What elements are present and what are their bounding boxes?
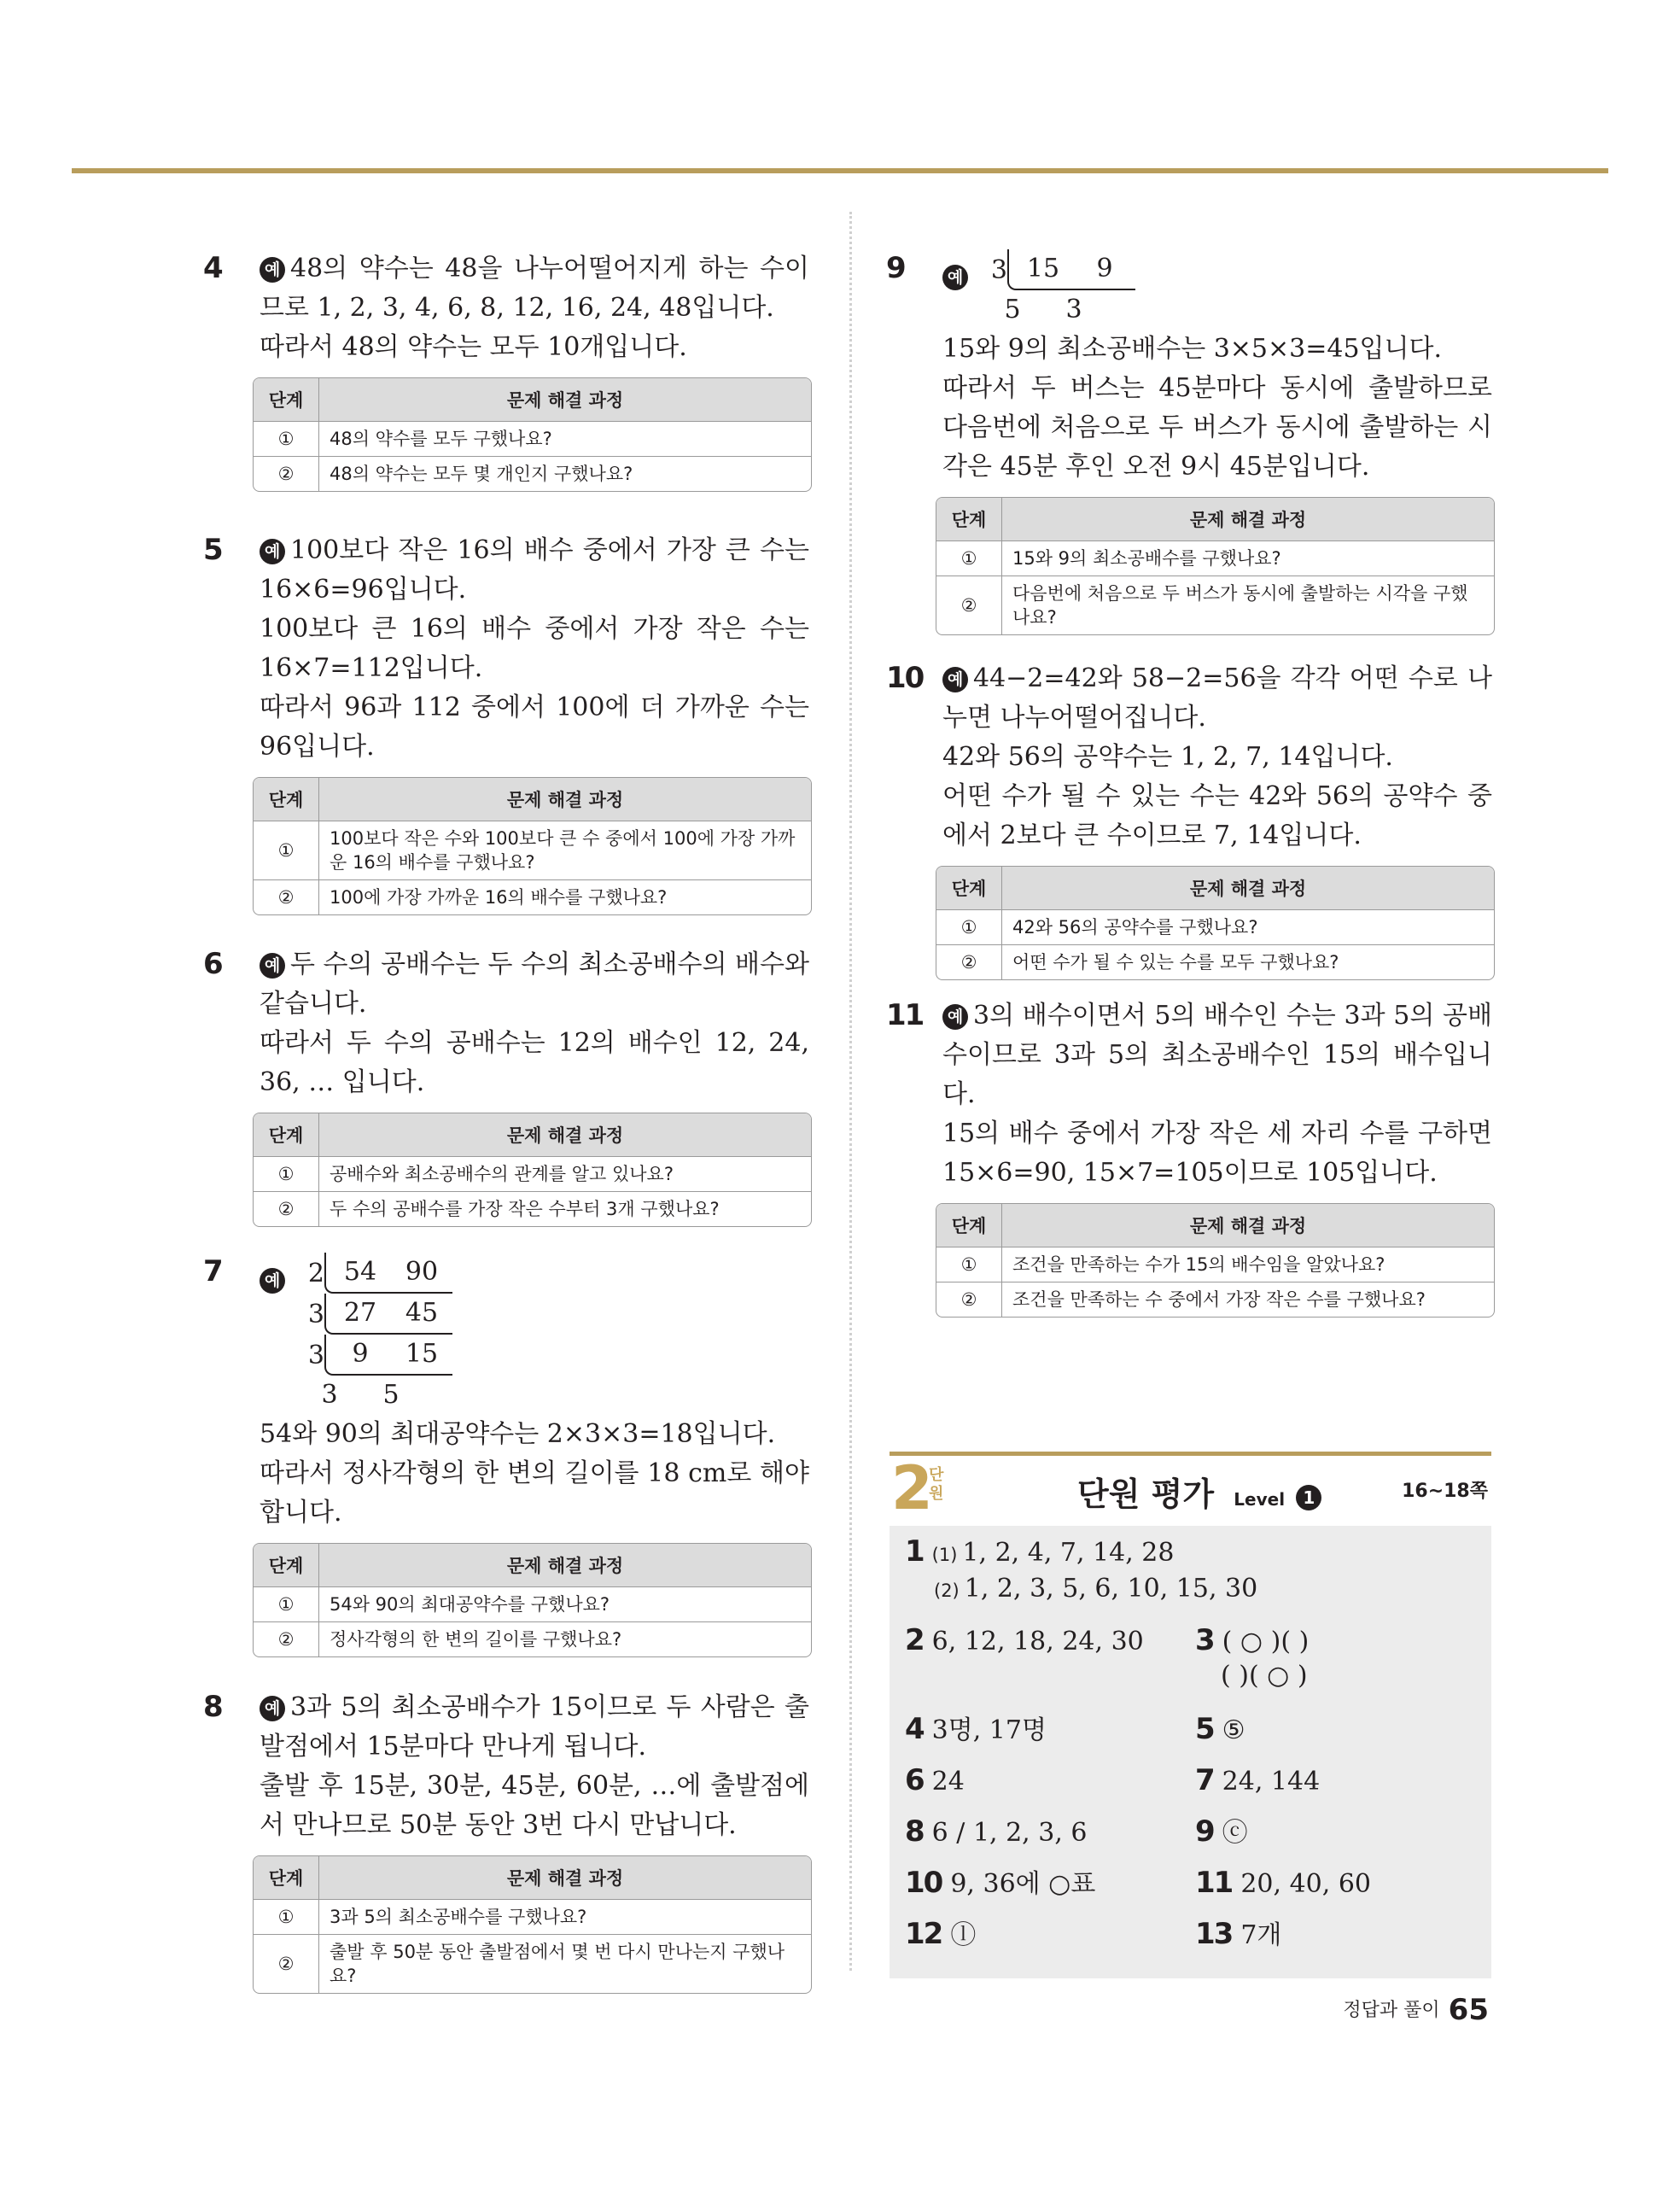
process-header: 문제 해결 과정 (1002, 867, 1494, 909)
division-ladder (260, 1253, 809, 1415)
page-number: 65 (1448, 1993, 1489, 2027)
process-header: 문제 해결 과정 (319, 378, 811, 421)
answer-12-text: ⓛ (950, 1920, 977, 1950)
division-quotient (942, 290, 1492, 330)
step-header: 단계 (254, 778, 319, 821)
step-criterion: 100보다 작은 수와 100보다 큰 수 중에서 100에 가장 가까운 16의 배수를 구했나요? (319, 821, 811, 879)
step-criterion: 정사각형의 한 변의 길이를 구했나요? (319, 1621, 811, 1656)
problem-solution (260, 531, 809, 767)
answer-1-sub-2: (2) (934, 1580, 960, 1601)
scoring-row (254, 421, 811, 456)
answer-4-text: 3명, 17명 (931, 1715, 1047, 1745)
step-criterion: 어떤 수가 될 수 있는 수를 모두 구했나요? (1002, 944, 1494, 979)
solution-line: 출발 후 15분, 30분, 45분, 60분, …에 출발점에서 만나므로 50분 동안 3번 다시 만납니다. (260, 1771, 809, 1840)
problem-solution (260, 1253, 809, 1533)
scoring-table (253, 377, 812, 492)
answer-12: 12 ⓛ (905, 1917, 977, 1951)
scoring-row (936, 1247, 1494, 1282)
step-criterion: 15와 9의 최소공배수를 구했나요? (1002, 540, 1494, 576)
solution-text: 44−2=42와 58−2=56을 각각 어떤 수로 나누면 나누어떨어집니다. (942, 663, 1492, 733)
step-number: ① (254, 421, 319, 456)
page-footer (1343, 1993, 1489, 2027)
divisor: 3 (990, 255, 1007, 285)
answer-1: 1 (1) 1, 2, 4, 7, 14, 28 (905, 1534, 1175, 1569)
scoring-row (936, 576, 1494, 634)
footer-label: 정답과 풀이 (1343, 2000, 1440, 2021)
dividend-value: 90 (405, 1257, 439, 1287)
answer-6-text: 24 (931, 1767, 965, 1797)
answer-13-text: 7개 (1240, 1920, 1282, 1950)
dividends (324, 1335, 452, 1376)
dividends (324, 1294, 452, 1335)
step-number: ② (254, 456, 319, 491)
problem-solution (260, 1688, 809, 1845)
solution-line (260, 531, 809, 610)
step-criterion: 54와 90의 최대공약수를 구했나요? (319, 1586, 811, 1621)
review-answers (890, 1526, 1491, 1978)
example-mark: 예 (260, 953, 285, 979)
scoring-row (254, 456, 811, 491)
answer-11: 11 20, 40, 60 (1195, 1866, 1371, 1900)
problem-number: 4 (203, 251, 222, 285)
answer-10: 10 9, 36에 ○표 (905, 1866, 1096, 1900)
level-number: 1 (1296, 1485, 1321, 1510)
step-number: ① (254, 1156, 319, 1191)
step-number: ② (254, 1621, 319, 1656)
answer-4: 4 3명, 17명 (905, 1712, 1047, 1746)
scoring-header-row (254, 378, 811, 421)
scoring-table (253, 1543, 812, 1657)
dividend-value: 45 (405, 1298, 439, 1328)
step-header: 단계 (254, 1113, 319, 1156)
step-header: 단계 (936, 867, 1002, 909)
scoring-row (936, 1282, 1494, 1317)
solution-text: 48의 약수는 48을 나누어떨어지게 하는 수이므로 1, 2, 3, 4, 6, 8, 12, 16, 24, 48입니다. (260, 254, 809, 323)
answer-1a: 1, 2, 4, 7, 14, 28 (962, 1538, 1175, 1568)
step-number: ① (254, 821, 319, 879)
top-rule (72, 168, 1608, 173)
scoring-row (254, 1586, 811, 1621)
dividends (1007, 249, 1135, 290)
problem-solution (260, 249, 809, 367)
scoring-row (254, 1899, 811, 1934)
scoring-table (253, 1113, 812, 1227)
answer-3: 3 ( ○ )( ) (1195, 1623, 1310, 1657)
solution-text: 3의 배수이면서 5의 배수인 수는 3과 5의 공배수이므로 3과 5의 최소공배수인 15의 배수입니다. (942, 1001, 1492, 1109)
scoring-row (254, 1934, 811, 1993)
process-header: 문제 해결 과정 (319, 1544, 811, 1586)
problem-6 (205, 945, 809, 1227)
problem-number: 10 (886, 661, 924, 695)
scoring-row (254, 1191, 811, 1226)
step-criterion: 조건을 만족하는 수 중에서 가장 작은 수를 구했나요? (1002, 1282, 1494, 1317)
step-criterion: 48의 약수를 모두 구했나요? (319, 421, 811, 456)
solution-line: 따라서 96과 112 중에서 100에 더 가까운 수는 96입니다. (260, 692, 809, 762)
problem-solution (942, 249, 1492, 487)
solution-line: 54와 90의 최대공약수는 2×3×3=18입니다. (260, 1419, 776, 1449)
dividend-value: 15 (405, 1339, 439, 1369)
quotient-value: 3 (321, 1380, 338, 1410)
scoring-header-row (254, 1113, 811, 1156)
step-criterion: 두 수의 공배수를 가장 작은 수부터 3개 구했나요? (319, 1191, 811, 1226)
process-header: 문제 해결 과정 (319, 1856, 811, 1899)
solution-line (942, 996, 1492, 1114)
answer-13: 13 7개 (1195, 1917, 1282, 1951)
scoring-row (936, 909, 1494, 944)
solution-line: 따라서 두 버스는 45분마다 동시에 출발하므로 다음번에 처음으로 두 버스가 동시에 출발하는 시각은 45분 후인 오전 9시 45분입니다. (942, 373, 1492, 482)
example-mark: 예 (942, 1004, 968, 1030)
step-criterion: 출발 후 50분 동안 출발점에서 몇 번 다시 만나는지 구했나요? (319, 1934, 811, 1993)
scoring-table (936, 1203, 1495, 1318)
division-quotient (260, 1376, 809, 1415)
answer-3a: ( ○ )( ) (1222, 1627, 1310, 1656)
scoring-row (936, 944, 1494, 979)
problem-5 (205, 531, 809, 915)
dividend-value: 54 (343, 1257, 377, 1287)
step-number: ② (936, 576, 1002, 634)
scoring-header-row (936, 1204, 1494, 1247)
problem-solution (942, 996, 1492, 1193)
dividend-value: 9 (1096, 254, 1113, 283)
dividend-value: 27 (343, 1298, 377, 1328)
solution-line: 어떤 수가 될 수 있는 수는 42와 56의 공약수 중에서 2보다 큰 수이므로 7, 14입니다. (942, 781, 1492, 850)
solution-line (260, 1688, 809, 1767)
quotient-value: 5 (382, 1380, 400, 1410)
step-header: 단계 (936, 498, 1002, 540)
step-number: ② (936, 944, 1002, 979)
problem-4 (205, 249, 809, 492)
answer-8-text: 6 / 1, 2, 3, 6 (931, 1818, 1088, 1848)
scoring-row (254, 1156, 811, 1191)
example-mark: 예 (942, 265, 968, 290)
process-header: 문제 해결 과정 (1002, 1204, 1494, 1247)
scoring-row (254, 879, 811, 914)
problem-number: 9 (886, 251, 905, 285)
scoring-header-row (254, 1856, 811, 1899)
solution-line: 따라서 정사각형의 한 변의 길이를 18 cm로 해야 합니다. (260, 1458, 809, 1528)
answer-9: 9 ⓒ (1195, 1814, 1248, 1849)
step-number: ② (254, 879, 319, 914)
scoring-row (254, 821, 811, 879)
step-number: ① (936, 909, 1002, 944)
problem-number: 11 (886, 998, 924, 1032)
step-header: 단계 (254, 1544, 319, 1586)
answer-3b (1221, 1659, 1308, 1693)
problem-11 (888, 996, 1492, 1318)
column-divider (849, 212, 852, 1971)
quotient-value: 5 (1004, 295, 1021, 324)
step-header: 단계 (254, 378, 319, 421)
step-criterion: 42와 56의 공약수를 구했나요? (1002, 909, 1494, 944)
step-number: ② (254, 1191, 319, 1226)
divisor: 3 (307, 1341, 324, 1370)
dividends (324, 1253, 452, 1294)
answer-2: 2 6, 12, 18, 24, 30 (905, 1623, 1144, 1657)
step-criterion: 100에 가장 가까운 16의 배수를 구했나요? (319, 879, 811, 914)
division-ladder (942, 249, 1492, 330)
answer-8: 8 6 / 1, 2, 3, 6 (905, 1814, 1088, 1849)
unit-number: 2 (891, 1453, 933, 1523)
process-header: 문제 해결 과정 (319, 778, 811, 821)
solution-line (942, 659, 1492, 738)
solution-line: 42와 56의 공약수는 1, 2, 7, 14입니다. (942, 742, 1393, 772)
answer-9-text: ⓒ (1222, 1818, 1248, 1848)
division-row (260, 1294, 809, 1335)
answer-5-text: ⑤ (1222, 1715, 1245, 1745)
level-label: Level (1234, 1489, 1286, 1510)
step-number: ① (254, 1899, 319, 1934)
solution-text: 두 수의 공배수는 두 수의 최소공배수의 배수와 같습니다. (260, 949, 809, 1019)
solution-line (260, 249, 809, 328)
process-header: 문제 해결 과정 (319, 1113, 811, 1156)
answer-2-text: 6, 12, 18, 24, 30 (931, 1627, 1144, 1656)
review-header (890, 1452, 1491, 1526)
problem-number: 8 (203, 1690, 222, 1724)
example-mark: 예 (260, 539, 285, 564)
step-criterion: 조건을 만족하는 수가 15의 배수임을 알았나요? (1002, 1247, 1494, 1282)
answer-11-text: 20, 40, 60 (1240, 1869, 1371, 1899)
scoring-table (936, 866, 1495, 980)
unit-review-box (890, 1452, 1491, 1978)
step-number: ① (254, 1586, 319, 1621)
solution-line (260, 945, 809, 1024)
scoring-header-row (936, 867, 1494, 909)
step-criterion: 다음번에 처음으로 두 버스가 동시에 출발하는 시각을 구했나요? (1002, 576, 1494, 634)
unit-label: 단원 (929, 1466, 944, 1503)
divisor: 2 (307, 1259, 324, 1288)
problem-solution (942, 659, 1492, 856)
review-title (1077, 1468, 1321, 1515)
step-number: ① (936, 1247, 1002, 1282)
example-mark: 예 (260, 1696, 285, 1721)
scoring-row (936, 540, 1494, 576)
solution-line: 100보다 큰 16의 배수 중에서 가장 작은 수는 16×7=112입니다. (260, 614, 809, 683)
divisor: 3 (307, 1300, 324, 1329)
answer-5: 5 ⑤ (1195, 1712, 1245, 1746)
review-title-text: 단원 평가 (1077, 1475, 1215, 1513)
example-mark: 예 (260, 1268, 285, 1294)
division-row (942, 249, 1492, 290)
page-range: 16~18쪽 (1402, 1481, 1488, 1502)
scoring-table (936, 497, 1495, 635)
solution-text: 100보다 작은 16의 배수 중에서 가장 큰 수는 16×6=96입니다. (260, 535, 809, 605)
division-row (260, 1335, 809, 1376)
process-header: 문제 해결 과정 (1002, 498, 1494, 540)
scoring-table (253, 777, 812, 915)
step-number: ② (936, 1282, 1002, 1317)
problem-number: 7 (203, 1254, 222, 1288)
solution-line: 15의 배수 중에서 가장 작은 세 자리 수를 구하면 15×6=90, 15×7=105이므로 105입니다. (942, 1119, 1492, 1188)
answer-1b-text: 1, 2, 3, 5, 6, 10, 15, 30 (964, 1574, 1258, 1604)
dividend-value: 15 (1026, 254, 1060, 283)
step-number: ① (936, 540, 1002, 576)
solution-text: 3과 5의 최소공배수가 15이므로 두 사람은 출발점에서 15분마다 만나게 됩니다. (260, 1692, 809, 1762)
scoring-header-row (936, 498, 1494, 540)
problem-number: 5 (203, 533, 222, 567)
solution-line: 15와 9의 최소공배수는 3×5×3=45입니다. (942, 334, 1443, 364)
problem-10 (888, 659, 1492, 980)
dividend-value: 9 (352, 1339, 369, 1369)
step-criterion: 48의 약수는 모두 몇 개인지 구했나요? (319, 456, 811, 491)
answer-1b (934, 1572, 1257, 1608)
scoring-header-row (254, 1544, 811, 1586)
scoring-row (254, 1621, 811, 1656)
solution-line: 따라서 두 수의 공배수는 12의 배수인 12, 24, 36, … 입니다. (260, 1028, 809, 1097)
example-mark: 예 (260, 257, 285, 283)
solution-line: 따라서 48의 약수는 모두 10개입니다. (260, 332, 687, 362)
quotient-value: 3 (1065, 295, 1082, 324)
answer-10-text: 9, 36에 ○표 (950, 1869, 1096, 1899)
answer-7: 7 24, 144 (1195, 1763, 1321, 1797)
step-criterion: 3과 5의 최소공배수를 구했나요? (319, 1899, 811, 1934)
division-row (260, 1253, 809, 1294)
answer-3b-text: ( )( ○ ) (1221, 1661, 1308, 1691)
problem-7 (205, 1253, 809, 1657)
scoring-table (253, 1855, 812, 1994)
problem-number: 6 (203, 947, 222, 981)
answer-1-sub-1: (1) (931, 1545, 958, 1565)
step-number: ② (254, 1934, 319, 1993)
example-mark: 예 (942, 667, 968, 692)
problem-9 (888, 249, 1492, 635)
step-criterion: 공배수와 최소공배수의 관계를 알고 있나요? (319, 1156, 811, 1191)
scoring-header-row (254, 778, 811, 821)
step-header: 단계 (936, 1204, 1002, 1247)
problem-solution (260, 945, 809, 1102)
answer-6: 6 24 (905, 1763, 965, 1797)
step-header: 단계 (254, 1856, 319, 1899)
problem-8 (205, 1688, 809, 1994)
answer-7-text: 24, 144 (1222, 1767, 1321, 1797)
